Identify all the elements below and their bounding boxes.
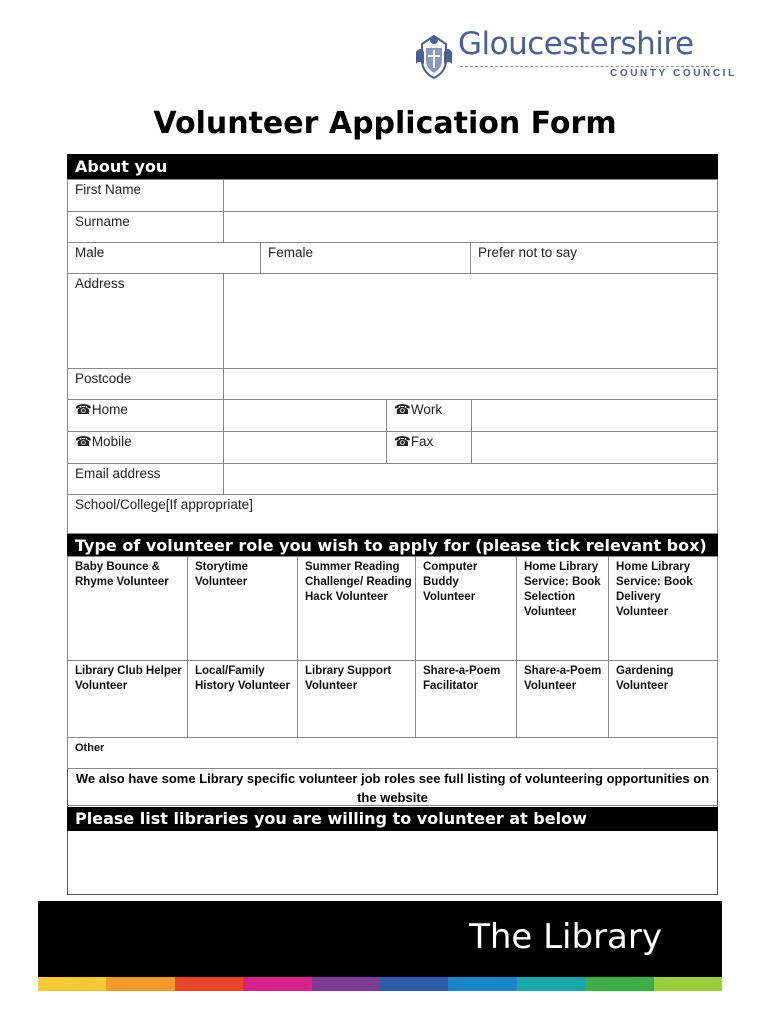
role-home-library-delivery[interactable]: Home Library Service: Book Delivery Volunteer [608, 556, 718, 661]
male-option[interactable]: Male [67, 242, 261, 274]
role-home-library-selection[interactable]: Home Library Service: Book Selection Volunteer [516, 556, 609, 661]
role-baby-bounce[interactable]: Baby Bounce & Rhyme Volunteer [67, 556, 188, 661]
color-stripe [585, 977, 653, 991]
color-stripe [243, 977, 311, 991]
logo-rule [460, 66, 714, 67]
color-stripe [448, 977, 516, 991]
email-label: Email address [67, 463, 224, 495]
role-local-history[interactable]: Local/Family History Volunteer [187, 660, 298, 738]
home-phone-label: ☎Home [67, 399, 224, 432]
prefer-not-option[interactable]: Prefer not to say [470, 242, 718, 274]
female-option[interactable]: Female [260, 242, 471, 274]
role-gardening[interactable]: Gardening Volunteer [608, 660, 718, 738]
logo-subtitle: COUNTY COUNCIL [610, 68, 737, 79]
mobile-label: ☎Mobile [67, 431, 224, 464]
surname-field[interactable] [223, 211, 718, 243]
address-field[interactable] [223, 273, 718, 369]
role-library-club[interactable]: Library Club Helper Volunteer [67, 660, 188, 738]
school-field[interactable]: School/College[If appropriate] [67, 494, 718, 534]
home-phone-field[interactable] [223, 399, 387, 432]
roles-heading: Type of volunteer role you wish to apply for (please tick relevant box) [67, 534, 718, 557]
role-share-a-poem-facilitator[interactable]: Share-a-Poem Facilitator [415, 660, 517, 738]
work-phone-label: ☎Work [386, 399, 472, 432]
role-storytime[interactable]: Storytime Volunteer [187, 556, 298, 661]
color-stripe [517, 977, 585, 991]
color-stripe [106, 977, 174, 991]
crest-icon [414, 30, 454, 80]
role-computer-buddy[interactable]: Computer Buddy Volunteer [415, 556, 517, 661]
page-title: Volunteer Application Form [153, 106, 617, 141]
address-label: Address [67, 273, 224, 369]
role-summer-reading[interactable]: Summer Reading Challenge/ Reading Hack Volunteer [297, 556, 416, 661]
postcode-label: Postcode [67, 368, 224, 400]
surname-label: Surname [67, 211, 224, 243]
color-stripe [380, 977, 448, 991]
first-name-field[interactable] [223, 179, 718, 212]
color-stripe [312, 977, 380, 991]
library-banner [38, 901, 722, 977]
libraries-field[interactable] [68, 831, 717, 894]
libraries-heading: Please list libraries you are willing to volunteer at below [67, 807, 718, 831]
email-field[interactable] [223, 463, 718, 495]
postcode-field[interactable] [223, 368, 718, 400]
color-stripe [175, 977, 243, 991]
council-logo [414, 26, 737, 82]
work-phone-field[interactable] [471, 399, 718, 432]
banner-text: The Library [469, 917, 662, 957]
mobile-field[interactable] [223, 431, 387, 464]
roles-note: We also have some Library specific volunteer job roles see full listing of volunteering opportunities on the website [67, 768, 718, 806]
color-stripes [38, 977, 722, 991]
logo-name: Gloucestershire [458, 26, 694, 62]
fax-field[interactable] [471, 431, 718, 464]
color-stripe [38, 977, 106, 991]
first-name-label: First Name [67, 179, 224, 212]
about-you-heading: About you [67, 154, 718, 179]
role-other[interactable]: Other [67, 737, 718, 769]
fax-label: ☎Fax [386, 431, 472, 464]
role-share-a-poem-volunteer[interactable]: Share-a-Poem Volunteer [516, 660, 609, 738]
role-library-support[interactable]: Library Support Volunteer [297, 660, 416, 738]
color-stripe [654, 977, 722, 991]
